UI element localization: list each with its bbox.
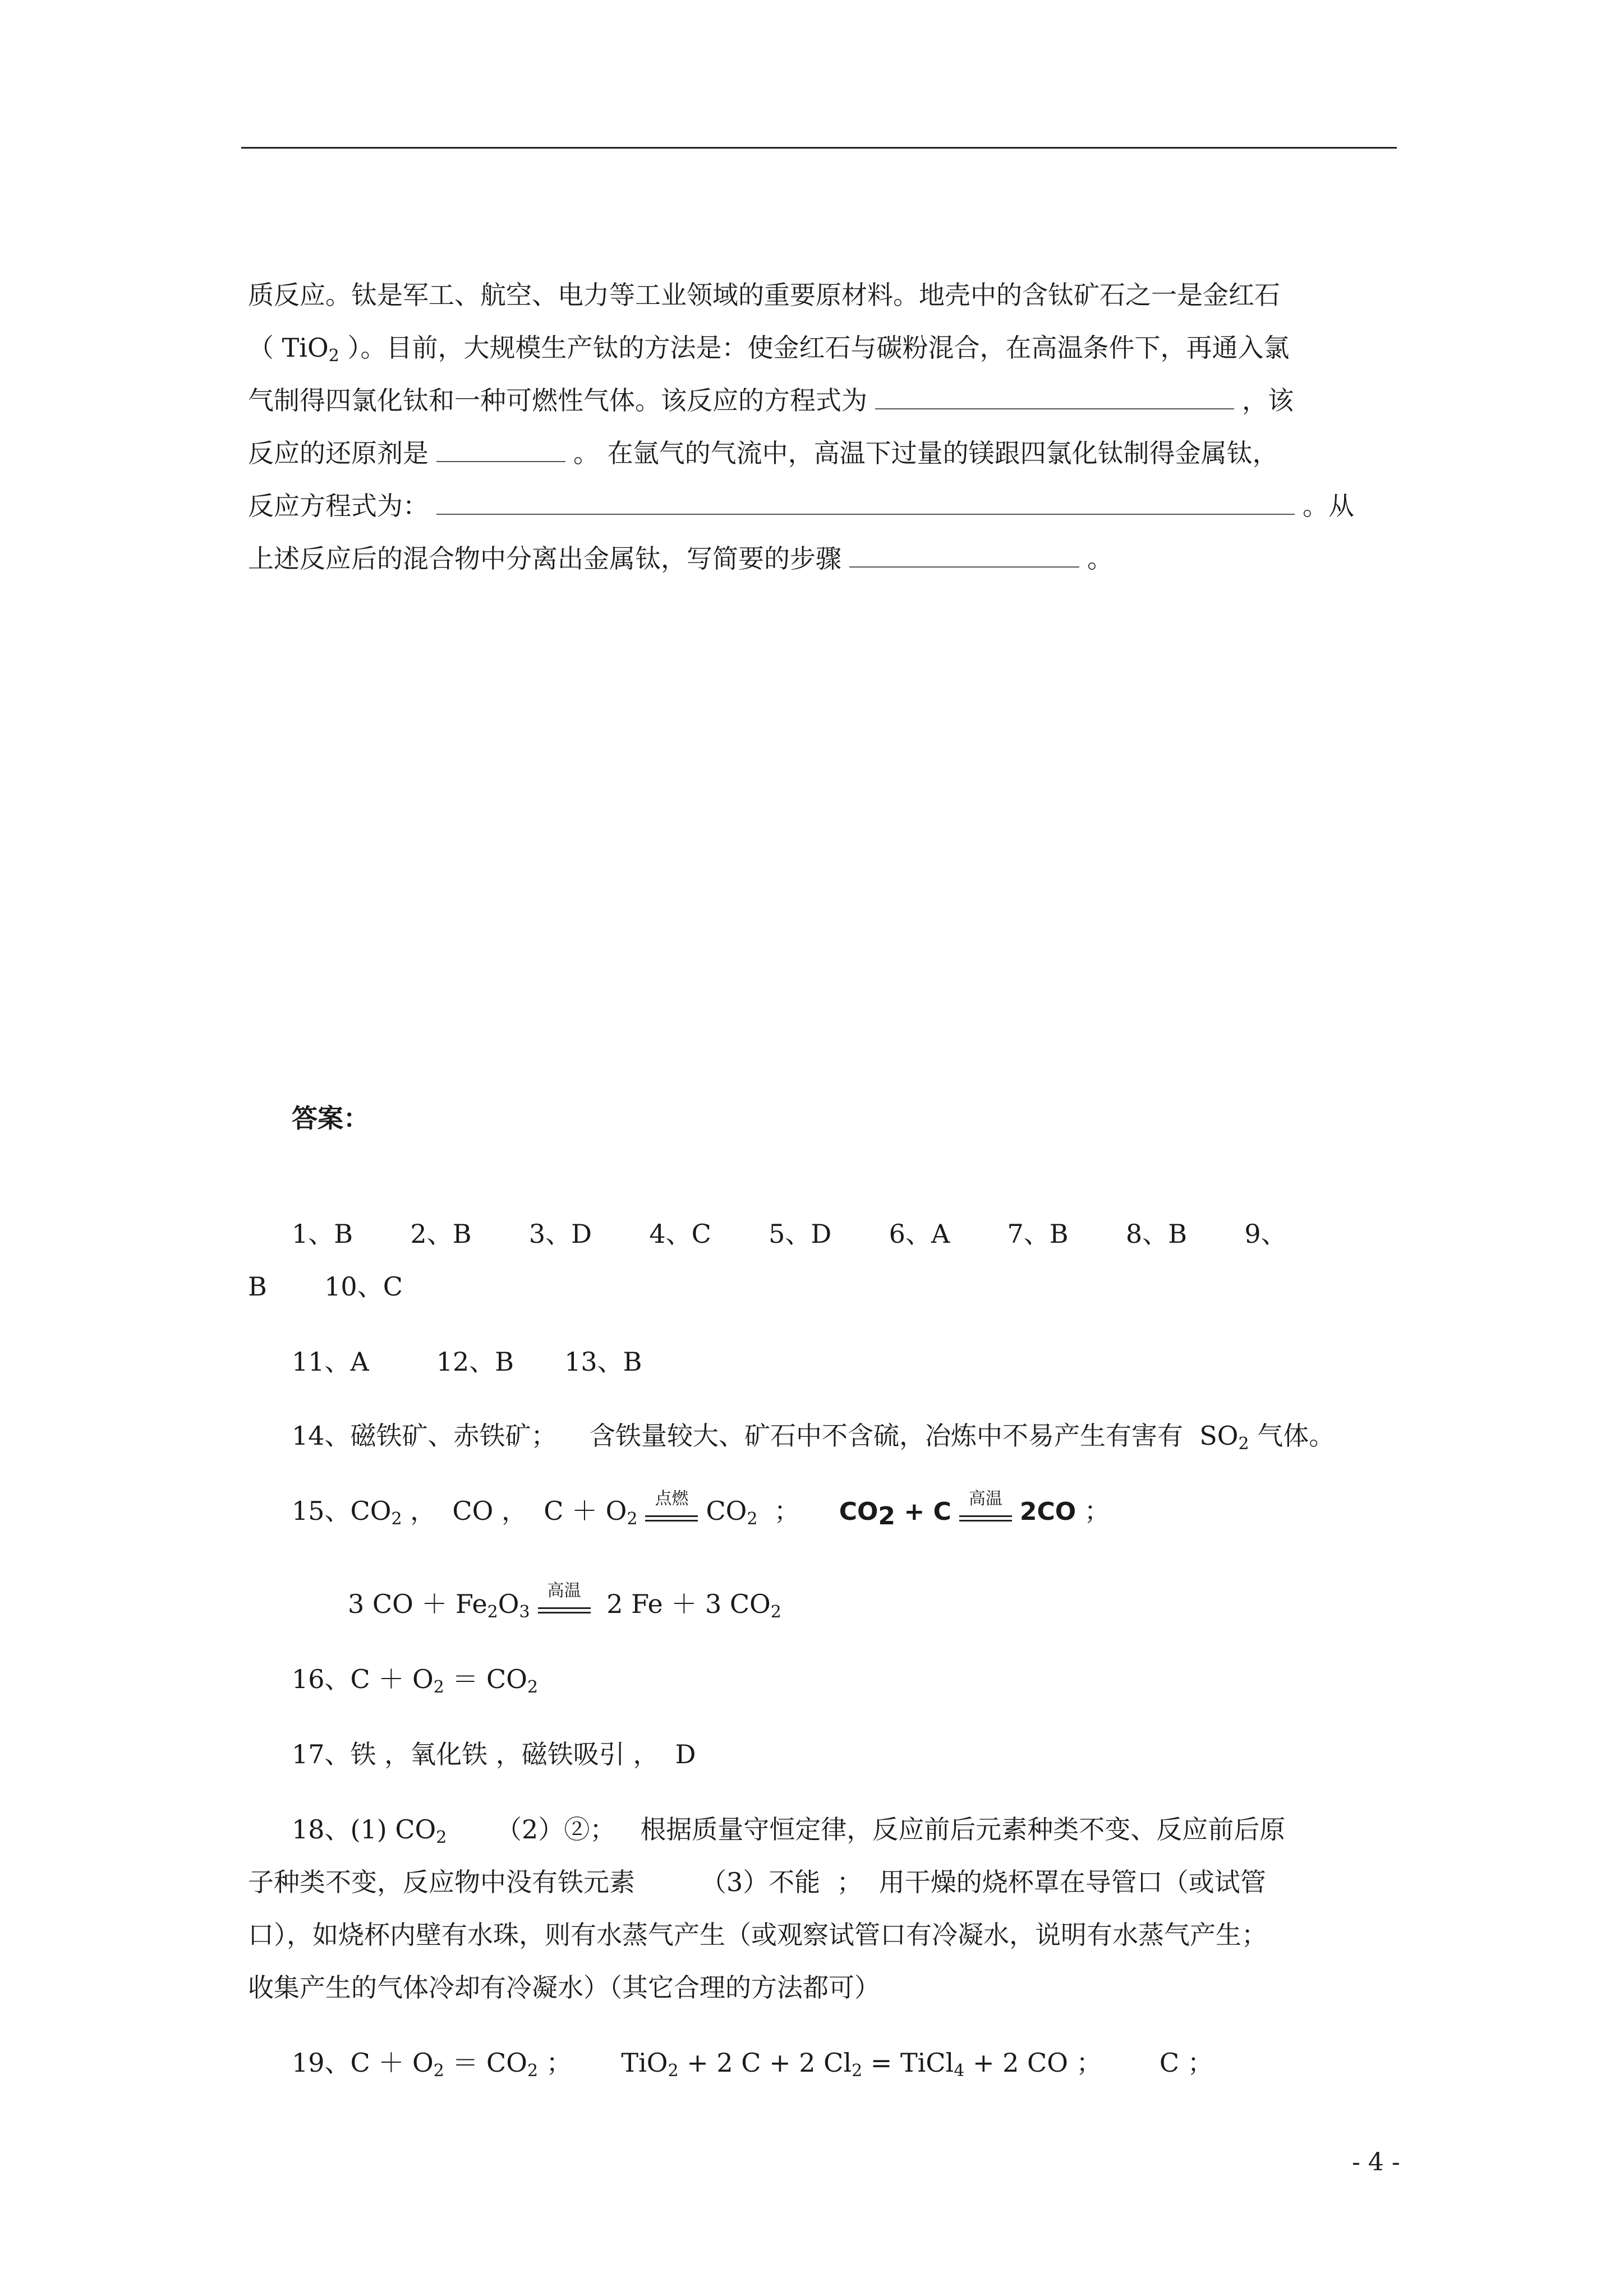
question-line-1: 质反应。钛是军工、航空、电力等工业领域的重要原材料。地壳中的含钛矿石之一是金红石 [248,280,1280,310]
question-line-6: 上述反应后的混合物中分离出金属钛，写简要的步骤 。 [248,543,1113,574]
question-line-4: 反应的还原剂是 。 在氩气的气流中，高温下过量的镁跟四氯化钛制得金属钛， [248,438,1278,468]
answer-18-line4: 收集产生的气体冷却有冷凝水）（其它合理的方法都可） [248,1972,880,2003]
page-number: - 4 - [1352,2148,1400,2177]
question-line-3: 气制得四氯化钛和一种可燃性气体。该反应的方程式为 ，该 [248,385,1294,416]
answer-blank[interactable] [875,403,1234,409]
answer-18-line1: 18、(1) $CO_2$ （2）②； 根据质量守恒定律，反应前后元素种类不变、反应前后原 [292,1814,1286,1847]
answers-heading: 答案： [292,1103,369,1133]
answer-15: 15、$CO_2$ ， CO ， $C + O_2$ 点燃 $CO_2$ ； $CO_2 + C$ 高温 2CO ； [292,1489,1110,1530]
answer-blank[interactable] [436,508,1295,515]
reaction-condition: 点燃 [641,1495,702,1529]
answer-18-line2: 子种类不变，反应物中没有铁元素 （3）不能 ； 用干燥的烧杯罩在导管口（或试管 [248,1867,1266,1897]
reaction-condition: 高温 [533,1587,595,1621]
answer-18-line3: 口），如烧杯内壁有水珠，则有水蒸气产生（或观察试管口有冷凝水，说明有水蒸气产生； [248,1920,1267,1950]
answer-14: 14、磁铁矿、赤铁矿； 含铁量较大、矿石中不含硫，冶炼中不易产生有害有 $SO_2$ 气体。 [292,1421,1335,1454]
answer-blank[interactable] [436,455,565,462]
answer-19: 19、$C + O_2 = CO_2$ ； TiO$_2$ + 2 C + 2 $Cl_2$ = TiCl$_4$ + 2 CO ； C ； [292,2048,1213,2081]
answer-17: 17、铁 ，氧化铁 ，磁铁吸引 ， D [292,1739,696,1769]
answer-16: 16、$C + O_2 = CO_2$ [292,1664,539,1697]
answer-1-10-line1: 1、B 2、B 3、D 4、C 5、D 6、A 7、B 8、B 9、 [292,1219,1287,1249]
answer-blank[interactable] [849,561,1079,568]
answer-1-10-line2: B 10、C [248,1271,403,1302]
answer-15-line2: 3 CO ＋ $Fe_2O_3$ 高温 2 Fe ＋ 3 $CO_2$ [348,1581,781,1622]
question-line-2: （ TiO$_2$ ）。目前，大规模生产钛的方法是：使金红石与碳粉混合，在高温条件下，再通入氯 [248,333,1290,366]
header-rule [241,147,1397,149]
question-line-5: 反应方程式为： 。从 [248,491,1354,521]
reaction-condition: 高温 [955,1495,1016,1529]
answer-11-13: 11、A 12、B 13、B [292,1347,642,1377]
